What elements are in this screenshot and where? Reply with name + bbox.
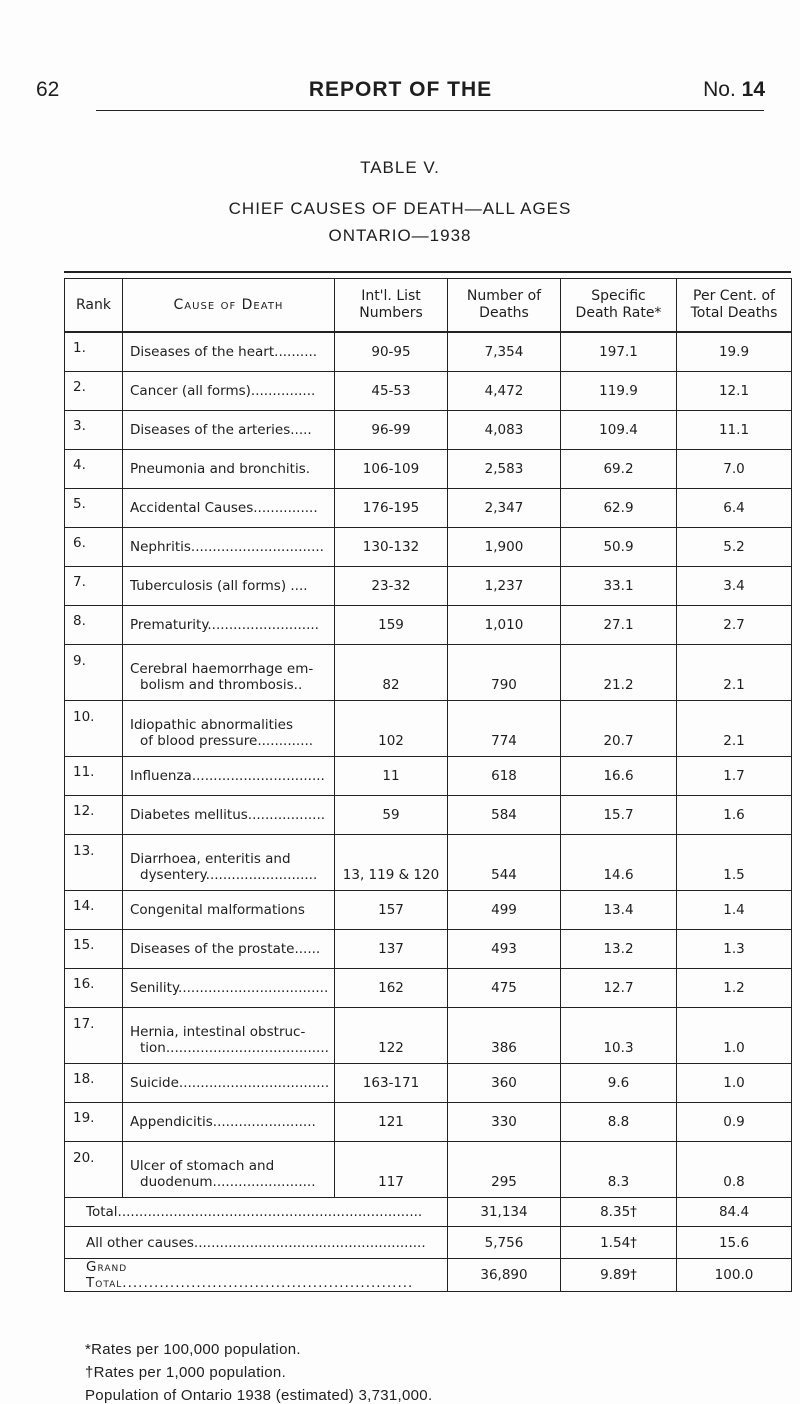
rate-cell: 20.7 — [561, 701, 677, 757]
cause-line-2: of blood pressure............. — [140, 733, 314, 749]
footnote-rate-100k: *Rates per 100,000 population. — [85, 1341, 301, 1358]
pct-cell: 7.0 — [677, 450, 792, 489]
table-row — [65, 891, 792, 930]
table-subtitle: CHIEF CAUSES OF DEATH—ALL AGES — [228, 199, 572, 218]
table-row — [65, 930, 792, 969]
intl-cell: 163-171 — [335, 1064, 448, 1103]
rank-cell: 11. — [65, 757, 123, 796]
cause-cell: Influenza............................... — [123, 757, 335, 796]
rank-cell: 17. — [65, 1008, 123, 1064]
pct-cell: 1.5 — [677, 835, 792, 891]
table-row — [65, 567, 792, 606]
intl-cell: 23-32 — [335, 567, 448, 606]
table-title: TABLE V. — [360, 158, 440, 177]
intl-cell: 137 — [335, 930, 448, 969]
table-top-rule — [64, 271, 791, 273]
pct-cell: 1.2 — [677, 969, 792, 1008]
rate-cell: 1.54† — [561, 1227, 677, 1259]
summary-label: All other causes...................................................... — [65, 1227, 448, 1259]
footnote-rate-1000: †Rates per 1,000 population. — [85, 1364, 287, 1381]
rank-cell: 18. — [65, 1064, 123, 1103]
pct-cell: 3.4 — [677, 567, 792, 606]
table-row — [65, 489, 792, 528]
intl-cell: 96-99 — [335, 411, 448, 450]
rank-cell: 6. — [65, 528, 123, 567]
cause-cell: Diseases of the prostate...... — [123, 930, 335, 969]
col-cause: Cause of Death — [123, 279, 335, 333]
rank-cell: 5. — [65, 489, 123, 528]
cause-cell: Congenital malformations — [123, 891, 335, 930]
pct-cell: 12.1 — [677, 372, 792, 411]
rank-cell: 12. — [65, 796, 123, 835]
table-row — [65, 969, 792, 1008]
page-header — [36, 78, 765, 106]
deaths-cell: 1,010 — [448, 606, 561, 645]
intl-cell: 122 — [335, 1008, 448, 1064]
cause-cell: Tuberculosis (all forms) .... — [123, 567, 335, 606]
rate-cell: 109.4 — [561, 411, 677, 450]
running-title: REPORT OF THE — [308, 78, 493, 101]
footnote-population: Population of Ontario 1938 (estimated) 3,731,000. — [85, 1387, 433, 1404]
deaths-cell: 493 — [448, 930, 561, 969]
pct-cell: 84.4 — [677, 1198, 792, 1227]
deaths-cell: 1,237 — [448, 567, 561, 606]
deaths-cell: 774 — [448, 701, 561, 757]
deaths-cell: 499 — [448, 891, 561, 930]
intl-cell: 82 — [335, 645, 448, 701]
rate-cell: 14.6 — [561, 835, 677, 891]
intl-cell: 121 — [335, 1103, 448, 1142]
deaths-cell: 4,083 — [448, 411, 561, 450]
summary-label: Total....................................................................... — [65, 1198, 448, 1227]
rank-cell: 19. — [65, 1103, 123, 1142]
cause-cell: Senility................................... — [123, 969, 335, 1008]
rank-cell: 8. — [65, 606, 123, 645]
intl-cell: 117 — [335, 1142, 448, 1198]
deaths-cell: 4,472 — [448, 372, 561, 411]
pct-cell: 2.7 — [677, 606, 792, 645]
cause-cell: Pneumonia and bronchitis. — [123, 450, 335, 489]
pct-cell: 6.4 — [677, 489, 792, 528]
rank-cell: 1. — [65, 332, 123, 372]
pct-cell: 15.6 — [677, 1227, 792, 1259]
col-pct: Per Cent. of Total Deaths — [677, 279, 792, 333]
cause-cell: Diseases of the arteries..... — [123, 411, 335, 450]
rate-cell: 13.2 — [561, 930, 677, 969]
cause-cell: Accidental Causes............... — [123, 489, 335, 528]
rank-cell: 10. — [65, 701, 123, 757]
cause-cell: Diabetes mellitus.................. — [123, 796, 335, 835]
intl-cell: 45-53 — [335, 372, 448, 411]
intl-cell: 59 — [335, 796, 448, 835]
table-row — [65, 757, 792, 796]
rate-cell: 33.1 — [561, 567, 677, 606]
cause-line-1: Ulcer of stomach and — [130, 1158, 275, 1174]
pct-cell: 0.9 — [677, 1103, 792, 1142]
page-number: 62 — [36, 78, 60, 101]
deaths-cell: 36,890 — [448, 1259, 561, 1292]
rate-cell: 8.35† — [561, 1198, 677, 1227]
pct-cell: 1.6 — [677, 796, 792, 835]
table-row — [65, 1142, 792, 1198]
rank-cell: 7. — [65, 567, 123, 606]
intl-cell: 102 — [335, 701, 448, 757]
pct-cell: 2.1 — [677, 645, 792, 701]
table-row — [65, 796, 792, 835]
pct-cell: 0.8 — [677, 1142, 792, 1198]
rank-cell: 13. — [65, 835, 123, 891]
total-row — [65, 1198, 792, 1227]
table-row — [65, 372, 792, 411]
deaths-cell: 1,900 — [448, 528, 561, 567]
pct-cell: 100.0 — [677, 1259, 792, 1292]
header-rule — [96, 110, 764, 111]
deaths-cell: 5,756 — [448, 1227, 561, 1259]
deaths-cell: 475 — [448, 969, 561, 1008]
intl-cell: 159 — [335, 606, 448, 645]
table-row — [65, 645, 792, 701]
deaths-cell: 386 — [448, 1008, 561, 1064]
rank-cell: 3. — [65, 411, 123, 450]
cause-line-1: Hernia, intestinal obstruc- — [130, 1024, 306, 1040]
rate-cell: 12.7 — [561, 969, 677, 1008]
intl-cell: 130-132 — [335, 528, 448, 567]
deaths-cell: 2,347 — [448, 489, 561, 528]
rank-cell: 15. — [65, 930, 123, 969]
cause-line-2: bolism and thrombosis.. — [140, 677, 303, 693]
pct-cell: 1.3 — [677, 930, 792, 969]
table-row — [65, 835, 792, 891]
pct-cell: 1.4 — [677, 891, 792, 930]
pct-cell: 1.0 — [677, 1064, 792, 1103]
cause-line-2: duodenum........................ — [140, 1174, 316, 1190]
cause-cell: Suicide................................... — [123, 1064, 335, 1103]
rank-cell: 16. — [65, 969, 123, 1008]
rate-cell: 21.2 — [561, 645, 677, 701]
cause-cell — [123, 1142, 335, 1198]
pct-cell: 2.1 — [677, 701, 792, 757]
table-row — [65, 1008, 792, 1064]
table-header-row — [65, 279, 792, 333]
rate-cell: 15.7 — [561, 796, 677, 835]
summary-label: Grand Total....................................................... — [65, 1259, 448, 1292]
deaths-cell: 544 — [448, 835, 561, 891]
table-row — [65, 528, 792, 567]
intl-cell: 90-95 — [335, 332, 448, 372]
table-region-year: ONTARIO—1938 — [328, 226, 472, 245]
rank-cell: 9. — [65, 645, 123, 701]
rate-cell: 50.9 — [561, 528, 677, 567]
rate-cell: 197.1 — [561, 332, 677, 372]
rank-cell: 4. — [65, 450, 123, 489]
pct-cell: 5.2 — [677, 528, 792, 567]
cause-cell — [123, 835, 335, 891]
rate-cell: 8.3 — [561, 1142, 677, 1198]
other-causes-row — [65, 1227, 792, 1259]
deaths-cell: 330 — [448, 1103, 561, 1142]
cause-line-1: Idiopathic abnormalities — [130, 717, 293, 733]
table-row — [65, 332, 792, 372]
deaths-cell: 618 — [448, 757, 561, 796]
deaths-cell: 31,134 — [448, 1198, 561, 1227]
grand-total-row — [65, 1259, 792, 1292]
table-row — [65, 1103, 792, 1142]
cause-line-1: Diarrhoea, enteritis and — [130, 851, 291, 867]
deaths-cell: 295 — [448, 1142, 561, 1198]
table-row — [65, 1064, 792, 1103]
rate-cell: 8.8 — [561, 1103, 677, 1142]
rate-cell: 27.1 — [561, 606, 677, 645]
causes-of-death-table — [64, 278, 792, 1292]
table-row — [65, 606, 792, 645]
deaths-cell: 360 — [448, 1064, 561, 1103]
intl-cell: 13, 119 & 120 — [335, 835, 448, 891]
issue-number: No. 14 — [703, 78, 765, 101]
rate-cell: 119.9 — [561, 372, 677, 411]
intl-cell: 157 — [335, 891, 448, 930]
intl-cell: 11 — [335, 757, 448, 796]
deaths-cell: 584 — [448, 796, 561, 835]
intl-cell: 176-195 — [335, 489, 448, 528]
pct-cell: 1.7 — [677, 757, 792, 796]
cause-line-2: dysentery.......................... — [140, 867, 318, 883]
table-row — [65, 701, 792, 757]
pct-cell: 19.9 — [677, 332, 792, 372]
cause-cell — [123, 645, 335, 701]
rate-cell: 13.4 — [561, 891, 677, 930]
deaths-cell: 790 — [448, 645, 561, 701]
rate-cell: 62.9 — [561, 489, 677, 528]
deaths-cell: 2,583 — [448, 450, 561, 489]
deaths-cell: 7,354 — [448, 332, 561, 372]
cause-cell — [123, 701, 335, 757]
rate-cell: 16.6 — [561, 757, 677, 796]
cause-cell: Appendicitis........................ — [123, 1103, 335, 1142]
table-row — [65, 411, 792, 450]
rank-cell: 14. — [65, 891, 123, 930]
cause-cell: Prematurity.......................... — [123, 606, 335, 645]
table-row — [65, 450, 792, 489]
cause-line-1: Cerebral haemorrhage em- — [130, 661, 314, 677]
rate-cell: 9.89† — [561, 1259, 677, 1292]
pct-cell: 11.1 — [677, 411, 792, 450]
rate-cell: 9.6 — [561, 1064, 677, 1103]
rank-cell: 2. — [65, 372, 123, 411]
col-rate: Specific Death Rate* — [561, 279, 677, 333]
col-deaths: Number of Deaths — [448, 279, 561, 333]
col-intl: Int'l. List Numbers — [335, 279, 448, 333]
col-rank: Rank — [65, 279, 123, 333]
rate-cell: 10.3 — [561, 1008, 677, 1064]
intl-cell: 162 — [335, 969, 448, 1008]
intl-cell: 106-109 — [335, 450, 448, 489]
pct-cell: 1.0 — [677, 1008, 792, 1064]
cause-line-2: tion...................................... — [140, 1040, 329, 1056]
cause-cell: Diseases of the heart.......... — [123, 332, 335, 372]
rank-cell: 20. — [65, 1142, 123, 1198]
cause-cell: Nephritis............................... — [123, 528, 335, 567]
cause-cell: Cancer (all forms)............... — [123, 372, 335, 411]
rate-cell: 69.2 — [561, 450, 677, 489]
cause-cell — [123, 1008, 335, 1064]
